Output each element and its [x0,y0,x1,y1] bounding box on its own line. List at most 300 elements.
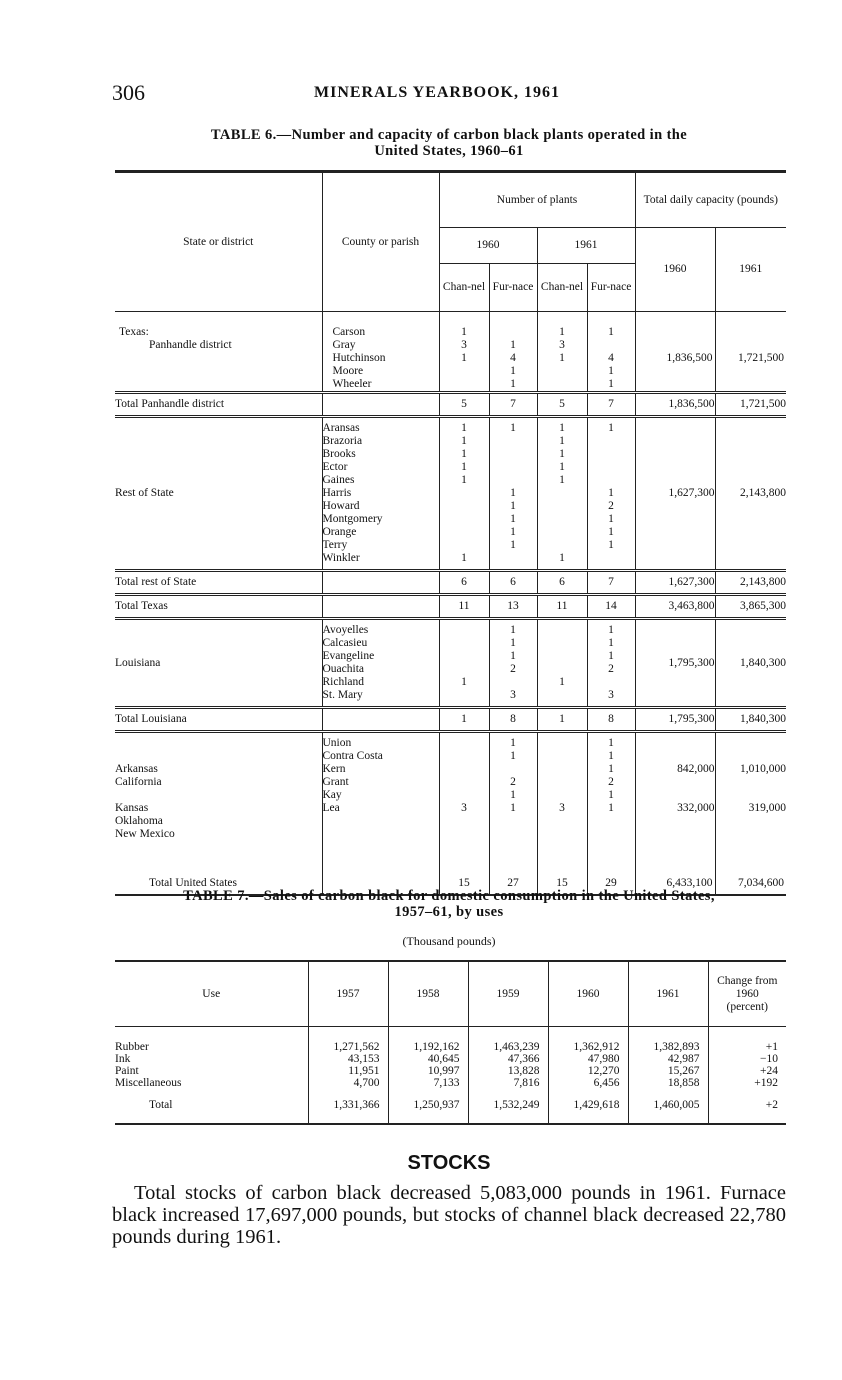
total-cap60: 1,627,300 [635,571,715,595]
cap61-others-b: 319,000 [748,802,787,814]
county: Montgomery [322,513,383,525]
total-cap61: 1,721,500 [715,393,786,417]
col-ch60 [439,732,489,872]
col-fu61 [587,619,635,708]
value-cell: 10,997 [388,1065,468,1077]
cell [440,750,489,763]
cell [538,750,587,763]
total-texas-label: Total Texas [115,595,322,619]
th-1959: 1959 [468,961,548,1027]
cell [490,763,537,776]
cell: 1 [510,750,516,762]
total-ch60: 11 [439,595,489,619]
county: Moore [332,365,364,377]
county: Gaines [322,474,355,486]
cell [538,378,587,391]
th-county: County or parish [322,172,439,312]
total-cap60: 1,795,300 [635,708,715,732]
cell: 1 [608,650,614,662]
cap61-others [715,732,786,872]
cell [588,474,635,487]
cell: 1 [461,435,467,447]
cell [440,487,489,500]
cell: 1 [559,552,565,564]
cell: 1 [608,539,614,551]
col-ch60 [439,417,489,571]
cell: 1 [608,526,614,538]
value-cell: +24 [708,1065,786,1077]
cell [588,435,635,448]
cell [440,624,489,637]
cell: 1 [510,624,516,636]
state: Oklahoma [115,815,163,827]
table7-caption: —Sales of carbon black for domestic consumption in the United States, [248,888,715,904]
value-cell: 15,267 [628,1065,708,1077]
cell: 2 [510,663,516,675]
cell: 1 [510,422,516,434]
cap60-louisiana: 1,795,300 [635,619,715,708]
value-cell: 42,987 [628,1053,708,1065]
cell: 1 [510,789,516,801]
cell: 1 [510,378,516,390]
cell [490,676,537,689]
value-cell: 43,153 [308,1053,388,1065]
county: St. Mary [322,689,363,701]
rest-of-state-label: Rest of State [115,417,322,571]
cell: 4 [608,352,614,364]
cell [538,513,587,526]
county: Ector [322,461,348,473]
use-cell: Ink [115,1053,131,1065]
total-us-label: Total United States [115,871,322,895]
cap60-others-a: 842,000 [677,763,715,775]
cell: 1 [510,737,516,749]
cell [538,689,587,702]
cell [440,526,489,539]
louisiana-label: Louisiana [115,619,322,708]
total-cap60: 1,836,500 [635,393,715,417]
county: Winkler [322,552,360,564]
counties-others [322,732,439,872]
total-cap60: 6,433,100 [635,871,715,895]
county: Wheeler [332,378,372,390]
cell: 1 [559,435,565,447]
value-cell: 12,270 [548,1065,628,1077]
county: Aransas [322,422,360,434]
cell [440,500,489,513]
table6-caption: —Number and capacity of carbon black plants operated in the [276,127,688,143]
table7 [115,960,786,1125]
th-1960: 1960 [548,961,628,1027]
total-ch61: 11 [537,595,587,619]
th-1960: 1960 [439,228,537,264]
county: Avoyelles [322,624,369,636]
counties-panhandle [322,312,439,393]
table6-title-line2: United States, 1960–61 [374,143,524,159]
value-cell: +192 [708,1077,786,1089]
cell: 1 [461,552,467,564]
table6-number: TABLE 6. [210,127,277,143]
county: Terry [322,539,348,551]
total-cap61: 1,840,300 [715,708,786,732]
total-fu61: 8 [587,708,635,732]
cap60-others-b: 332,000 [677,802,715,814]
total-ch60: 15 [439,871,489,895]
cell [588,448,635,461]
value-cell: 1,271,562 [308,1027,388,1054]
cell [538,763,587,776]
county: Evangeline [322,650,375,662]
table6-title [112,127,786,159]
use-cell: Paint [115,1065,139,1077]
value-cell: 1,463,239 [468,1027,548,1054]
empty-cell [322,595,439,619]
value-cell: 47,366 [468,1053,548,1065]
cell: 1 [559,422,565,434]
th-capacity: Total daily capacity (pounds) [635,172,786,228]
empty-cell [322,393,439,417]
cell: 2 [608,663,614,675]
use-cell: Total [115,1089,308,1124]
cap61-rest: 2,143,800 [715,417,786,571]
value-cell: 18,858 [628,1077,708,1089]
cell: 3 [608,689,614,701]
cell [440,539,489,552]
section-heading-stocks: STOCKS [407,1152,491,1174]
cell [588,339,635,352]
cell: 1 [608,789,614,801]
cell: 1 [559,448,565,460]
value-cell: 1,429,618 [548,1089,628,1124]
cell: 1 [461,474,467,486]
cell [538,539,587,552]
th-furnace-1961: Fur-nace [587,264,635,312]
col-fu60 [489,417,537,571]
use-cell: Miscellaneous [115,1077,182,1089]
th-use: Use [115,961,308,1027]
cell: 3 [461,802,467,814]
total-cap61: 3,865,300 [715,595,786,619]
table-total-row [115,1089,786,1124]
cell [440,776,489,789]
empty-cell [322,571,439,595]
cell [538,776,587,789]
cell: 1 [461,326,467,338]
table7-title-line1 [183,888,715,904]
cell [440,789,489,802]
cap61-louisiana: 1,840,300 [715,619,786,708]
value-cell: 4,700 [308,1077,388,1089]
value-cell: 7,133 [388,1077,468,1089]
total-fu60: 27 [489,871,537,895]
value-cell: 1,362,912 [548,1027,628,1054]
total-fu61: 7 [587,393,635,417]
cell: 1 [510,339,516,351]
cell: 1 [559,461,565,473]
state: New Mexico [115,828,175,840]
cell: 1 [461,448,467,460]
cell: 1 [608,326,614,338]
col-fu61 [587,312,635,393]
th-1958: 1958 [388,961,468,1027]
cell [440,365,489,378]
state: Arkansas [115,763,158,775]
county: Hutchinson [332,352,386,364]
cell: 2 [510,776,516,788]
cell [538,737,587,750]
total-cap61: 7,034,600 [715,871,786,895]
value-cell: 40,645 [388,1053,468,1065]
value-cell: +1 [708,1027,786,1054]
total-fu61: 7 [587,571,635,595]
table7-units: (Thousand pounds) [402,934,496,948]
state-cell [115,312,322,393]
cell: 1 [461,461,467,473]
county: Brazoria [322,435,363,447]
cell: 1 [559,474,565,486]
col-ch61 [537,619,587,708]
col-fu60 [489,619,537,708]
col-ch61 [537,417,587,571]
total-ch61: 5 [537,393,587,417]
table7-title [112,888,786,920]
cell: 1 [510,365,516,377]
cell: 4 [510,352,516,364]
cell: 1 [608,802,614,814]
state [115,789,322,802]
value-cell: 1,250,937 [388,1089,468,1124]
total-ch61: 1 [537,708,587,732]
th-state: State or district [115,172,322,312]
col-fu60 [489,312,537,393]
cell: 1 [608,624,614,636]
col-fu60 [489,732,537,872]
value-cell: 1,382,893 [628,1027,708,1054]
cell [440,378,489,391]
table7-number: TABLE 7. [183,888,249,904]
total-fu60: 8 [489,708,537,732]
cell [490,461,537,474]
cell: 1 [461,352,467,364]
th-furnace-1960: Fur-nace [489,264,537,312]
cell: 1 [559,326,565,338]
col-ch61 [537,312,587,393]
value-cell: 47,980 [548,1053,628,1065]
cap61-others-a: 1,010,000 [740,763,787,775]
total-ch60: 1 [439,708,489,732]
cell: 1 [608,378,614,390]
total-panhandle-label: Total Panhandle district [115,393,322,417]
cell: 1 [559,352,565,364]
cell: 1 [608,422,614,434]
county: Grant [322,776,349,788]
use-cell: Rubber [115,1041,149,1053]
cell: 1 [608,365,614,377]
value-cell: 1,460,005 [628,1089,708,1124]
value-cell: 1,192,162 [388,1027,468,1054]
table7-title-line2: 1957–61, by uses [394,904,504,920]
cell [440,763,489,776]
other-states [115,732,322,872]
total-cap61: 2,143,800 [715,571,786,595]
stocks-paragraph: Total stocks of carbon black decreased 5,083,000 pounds in 1961. Furnace black increased 17,697,000 pounds, but stocks of channel black decreased 22,780 pounds during 1961. [112,1182,786,1248]
total-fu60: 6 [489,571,537,595]
cell: 3 [559,802,565,814]
total-fu60: 7 [489,393,537,417]
cell [440,650,489,663]
value-cell: 1,532,249 [468,1089,548,1124]
total-cap60: 3,463,800 [635,595,715,619]
cell [538,789,587,802]
counties-louisiana [322,619,439,708]
cell: 3 [510,689,516,701]
cell [490,474,537,487]
cell [538,663,587,676]
cell: 1 [510,539,516,551]
cell: 1 [510,802,516,814]
county: Calcasieu [322,637,368,649]
th-cap-1961: 1961 [715,228,786,312]
total-ch60: 6 [439,571,489,595]
county: Kay [322,789,342,801]
cap60-panhandle: 1,836,500 [635,312,715,393]
county: Harris [322,487,352,499]
table-row [115,1065,786,1077]
value-cell: −10 [708,1053,786,1065]
table-row [115,1077,786,1089]
col-fu61 [587,417,635,571]
cell: 3 [559,339,565,351]
county: Brooks [322,448,356,460]
cell: 1 [510,526,516,538]
counties-rest [322,417,439,571]
cell: 1 [510,513,516,525]
total-fu61: 14 [587,595,635,619]
county: Contra Costa [322,750,383,762]
col-ch61 [537,732,587,872]
table6 [115,170,786,896]
cell [538,487,587,500]
value-cell: +2 [708,1089,786,1124]
total-fu60: 13 [489,595,537,619]
cell [538,500,587,513]
cell: 1 [510,637,516,649]
cell [538,624,587,637]
district-panhandle: Panhandle district [149,339,232,351]
cell [490,326,537,339]
running-title: MINERALS YEARBOOK, 1961 [314,84,560,101]
cell: 1 [510,650,516,662]
cell [588,552,635,565]
county: Lea [322,802,340,814]
cell [490,552,537,565]
county: Richland [322,676,365,688]
total-rest-label: Total rest of State [115,571,322,595]
cell [538,365,587,378]
value-cell: 11,951 [308,1065,388,1077]
value-cell: 13,828 [468,1065,548,1077]
col-ch60 [439,619,489,708]
th-1961: 1961 [628,961,708,1027]
page-header [112,80,782,106]
cell [490,448,537,461]
value-cell: 6,456 [548,1077,628,1089]
cap60-rest: 1,627,300 [635,417,715,571]
cell [588,676,635,689]
cell [538,637,587,650]
cell: 1 [608,763,614,775]
th-number-of-plants: Number of plants [439,172,635,228]
value-cell: 1,331,366 [308,1089,388,1124]
cell: 1 [608,750,614,762]
cap61-panhandle: 1,721,500 [715,312,786,393]
th-channel-1961: Chan-nel [537,264,587,312]
cell [440,737,489,750]
cell: 1 [608,637,614,649]
cell: 2 [608,776,614,788]
cell [588,461,635,474]
county: Kern [322,763,346,775]
cell: 2 [608,500,614,512]
total-ch61: 15 [537,871,587,895]
table-row [115,1027,786,1054]
cell: 1 [608,513,614,525]
page-number: 306 [112,80,145,105]
cell: 3 [461,339,467,351]
th-cap-1960: 1960 [635,228,715,312]
empty-cell [322,708,439,732]
cell: 1 [461,422,467,434]
th-change: Change from 1960 (percent) [708,961,786,1027]
state: Kansas [115,802,149,814]
col-fu61 [587,732,635,872]
county: Howard [322,500,360,512]
cell: 1 [608,737,614,749]
col-ch60 [439,312,489,393]
county: Ouachita [322,663,365,675]
total-ch60: 5 [439,393,489,417]
cell [440,689,489,702]
county: Carson [332,326,366,338]
state-texas: Texas: [119,326,149,338]
cell [440,663,489,676]
county: Union [322,737,352,749]
cap60-others [635,732,715,872]
cell [440,637,489,650]
table6-title-line1 [211,127,687,143]
th-1961: 1961 [537,228,635,264]
cell [440,513,489,526]
table-row [115,1053,786,1065]
total-ch61: 6 [537,571,587,595]
th-channel-1960: Chan-nel [439,264,489,312]
th-1957: 1957 [308,961,388,1027]
cell: 1 [559,676,565,688]
cell: 1 [510,487,516,499]
cell [538,526,587,539]
cell: 1 [608,487,614,499]
county: Orange [322,526,357,538]
county: Gray [332,339,356,351]
total-louisiana-label: Total Louisiana [115,708,322,732]
value-cell: 7,816 [468,1077,548,1089]
cell [490,435,537,448]
cell: 1 [461,676,467,688]
total-fu61: 29 [587,871,635,895]
cell [538,650,587,663]
state: California [115,776,162,788]
cell: 1 [510,500,516,512]
